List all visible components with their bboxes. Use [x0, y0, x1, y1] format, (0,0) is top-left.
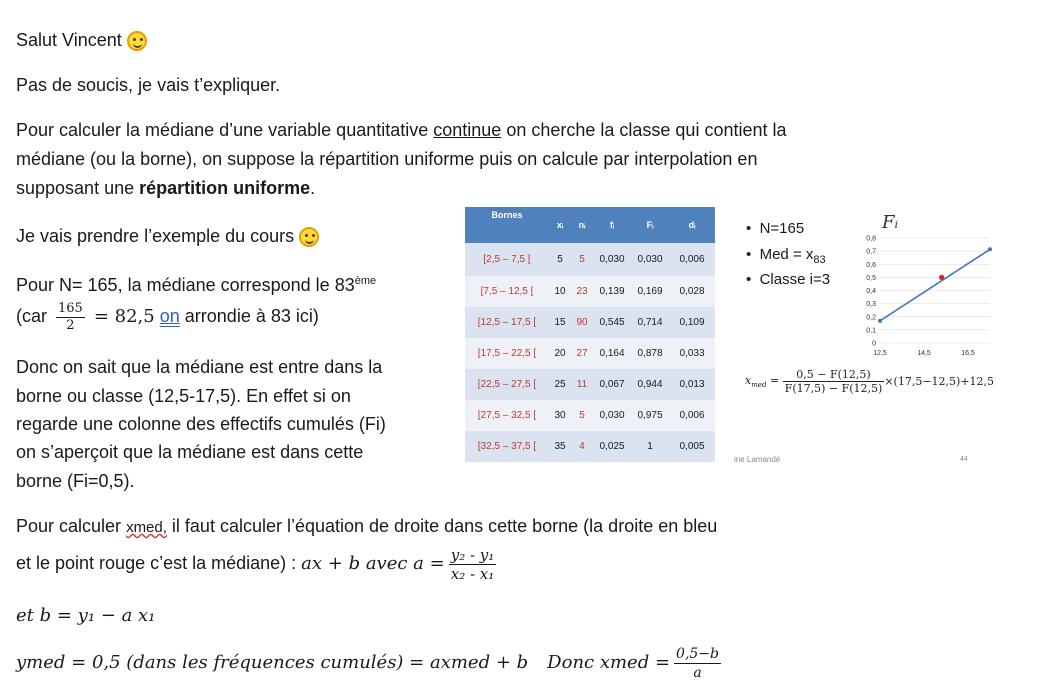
- bullet-med: • Med = $x_{83}$: [746, 246, 826, 266]
- para-2-bold: répartition uniforme: [139, 178, 311, 198]
- bullet-med-sub: 83: [813, 254, 826, 266]
- para-1: Pas de soucis, je vais t’expliquer.: [16, 75, 281, 95]
- table-row: [465, 431, 715, 462]
- header-Fi: Fᵢ: [631, 207, 669, 243]
- chart-title: Fᵢ: [882, 212, 899, 233]
- para-4-rest: arrondie à 83 ici): [179, 306, 319, 326]
- y-tick-label: 0,1: [866, 327, 876, 335]
- table-row: [465, 369, 715, 400]
- table-cell: 23: [571, 276, 593, 307]
- table-cell: 5: [571, 400, 593, 431]
- equals-82-5: = 82,5: [93, 306, 155, 327]
- bullet-classe-text: Classe i=3: [759, 271, 831, 288]
- para-6-text-a: Pour calculer: [16, 516, 127, 536]
- table-cell: 0,944: [631, 369, 669, 400]
- table-cell: 0,006: [669, 400, 715, 431]
- table-cell: 0,005: [669, 431, 715, 462]
- xmed-denominator: a: [693, 664, 702, 681]
- table-cell: 0,030: [593, 243, 631, 276]
- table-cell: 0,028: [669, 276, 715, 307]
- table-cell: [12,5 – 17,5 [: [465, 307, 549, 338]
- header-bornes: Bornes: [465, 207, 549, 243]
- para-4-car: (car: [16, 306, 52, 326]
- formula-fraction: [783, 368, 885, 395]
- para-2-text-a: Pour calculer la médiane d’une variable quantitative: [16, 120, 434, 140]
- formula-numerator: 0,5 − F(12,5): [783, 368, 885, 382]
- table-cell: [2,5 – 7,5 [: [465, 243, 549, 276]
- table-cell: 10: [549, 276, 571, 307]
- equation-ax-b: ax + b avec a =: [301, 553, 445, 574]
- table-cell: 4: [571, 431, 593, 462]
- table-row: [465, 307, 715, 338]
- x-tick-label: 16,5: [961, 350, 975, 357]
- table-row: [465, 400, 715, 431]
- fraction-165-2: [56, 301, 85, 334]
- frequency-table: [465, 207, 715, 462]
- fraction-denominator: 2: [66, 317, 75, 333]
- cumulative-frequency-chart: [850, 208, 1000, 358]
- y-tick-label: 0,2: [866, 314, 876, 322]
- para-2-l3-a: supposant une: [16, 178, 140, 198]
- header-ni: nᵢ: [571, 207, 593, 243]
- table-cell: 0,714: [631, 307, 669, 338]
- word-on: on: [159, 306, 180, 326]
- slope-fraction: [449, 546, 497, 583]
- smile-emoji-icon: [127, 31, 147, 51]
- greeting-text: Salut Vincent: [16, 30, 122, 50]
- y-tick-label: 0,4: [866, 288, 876, 295]
- table-header-row: [465, 207, 715, 243]
- table-cell: 20: [549, 338, 571, 369]
- para-6-text-b: il faut calculer l’équation de droite dans cette borne (la droite en bleu: [166, 516, 718, 536]
- table-cell: 0,006: [669, 243, 715, 276]
- y-tick-label: 0: [872, 340, 876, 348]
- y-tick-label: 0,5: [866, 274, 876, 282]
- table-cell: [27,5 – 32,5 [: [465, 400, 549, 431]
- table-row: [465, 276, 715, 307]
- data-point-start: [878, 319, 882, 323]
- header-di: dᵢ: [669, 207, 715, 243]
- table-cell: 0,139: [593, 276, 631, 307]
- table-cell: 0,033: [669, 338, 715, 369]
- table-cell: 0,169: [631, 276, 669, 307]
- para-6-line-2: [16, 541, 500, 586]
- para-5-line: borne (Fi=0,5).: [16, 471, 135, 491]
- xmed-numerator: 0,5−b: [676, 645, 720, 662]
- bullet-med-text: Med = x: [759, 246, 814, 263]
- table-cell: 0,164: [593, 338, 631, 369]
- para-5-line: on s’aperçoit que la médiane est dans cette: [16, 442, 364, 462]
- fraction-numerator: 165: [58, 300, 83, 316]
- series-line: [880, 249, 990, 321]
- para-6-line-1: [16, 512, 717, 542]
- donc-xmed: Donc xmed =: [547, 652, 671, 673]
- median-point: [939, 275, 944, 280]
- table-cell: 15: [549, 307, 571, 338]
- table-cell: 0,545: [593, 307, 631, 338]
- para-5-line: regarde une colonne des effectifs cumulés (Fi): [16, 414, 386, 434]
- para-2-line-2: médiane (ou la borne), on suppose la répartition uniforme puis on calcule par interpolation en: [16, 149, 758, 169]
- para-4-line-2: [16, 296, 319, 337]
- table-cell: 0,013: [669, 369, 715, 400]
- table-cell: 5: [549, 243, 571, 276]
- para-4-line-1: [16, 267, 376, 299]
- x-tick-label: 12,5: [873, 350, 887, 357]
- header-xi: xᵢ: [549, 207, 571, 243]
- bullet-n: • N=165: [746, 220, 805, 237]
- formula-rest: ×(17,5−12,5)+12,5: [884, 375, 995, 388]
- equation-b: et b = y₁ − a x₁: [16, 605, 156, 626]
- formula-denominator: F(17,5) − F(12,5): [784, 382, 883, 395]
- para-3: [16, 222, 319, 250]
- chart-y-ticks: [866, 236, 876, 348]
- header-fi: fᵢ: [593, 207, 631, 243]
- table-cell: 25: [549, 369, 571, 400]
- xmed-fraction: [674, 645, 721, 682]
- table-cell: 5: [571, 243, 593, 276]
- data-point-end: [988, 247, 992, 251]
- table-cell: 0,067: [593, 369, 631, 400]
- table-cell: 0,975: [631, 400, 669, 431]
- ymed-expression: ymed = 0,5 (dans les fréquences cumulés) = axmed + b: [16, 652, 529, 673]
- table-cell: 0,030: [593, 400, 631, 431]
- para-2-line-3: [16, 174, 315, 202]
- chart-gridlines: [880, 238, 990, 343]
- para-5-line: borne ou classe (12,5-17,5). En effet si on: [16, 386, 351, 406]
- chart-x-ticks: [873, 350, 975, 357]
- para-3-text: Je vais prendre l’exemple du cours: [16, 226, 295, 246]
- equation-ymed: [16, 640, 725, 685]
- table-cell: 0,878: [631, 338, 669, 369]
- y-tick-label: 0,3: [866, 301, 876, 309]
- table-cell: 0,025: [593, 431, 631, 462]
- formula-lhs-sub: med: [751, 381, 767, 390]
- para-6-text-l2: et le point rouge c’est la médiane) :: [16, 553, 302, 573]
- para-4-text: Pour N= 165, la médiane correspond le 83: [16, 275, 355, 295]
- table-row: [465, 338, 715, 369]
- table-cell: 90: [571, 307, 593, 338]
- greeting: [16, 26, 147, 54]
- table-cell: 11: [571, 369, 593, 400]
- y-tick-label: 0,6: [866, 261, 876, 269]
- para-2-line-1: [16, 116, 787, 144]
- table-row: [465, 243, 715, 276]
- continue-underlined: continue: [433, 120, 502, 140]
- bullet-n-text: N=165: [759, 220, 805, 237]
- wink-emoji-icon: [299, 227, 319, 247]
- table-cell: 0,109: [669, 307, 715, 338]
- table-cell: 30: [549, 400, 571, 431]
- formula-lhs: x: [745, 373, 752, 387]
- x-tick-label: 14,5: [917, 350, 931, 357]
- footer-page-number: 44: [960, 456, 968, 463]
- table-cell: [32,5 – 37,5 [: [465, 431, 549, 462]
- footer-author: ine Lamandé: [734, 455, 781, 464]
- table-cell: [7,5 – 12,5 [: [465, 276, 549, 307]
- superscript-eme: ème: [354, 275, 377, 287]
- para-2-l3-c: .: [310, 178, 316, 198]
- table-cell: 1: [631, 431, 669, 462]
- table-cell: 27: [571, 338, 593, 369]
- para-2-text-b: on cherche la classe qui contient la: [501, 120, 787, 140]
- y-tick-label: 0,8: [866, 235, 876, 243]
- bullet-classe: • Classe i=3: [746, 271, 831, 288]
- table-cell: [22,5 – 27,5 [: [465, 369, 549, 400]
- interpolation-formula: $x_{med}$ = $\frac{0,5 - F(12,5)}{F(17,5) - F(12,5)}$ ×(17,5−12,5)+12,5: [745, 368, 995, 395]
- slope-denominator: x₂ - x₁: [450, 564, 495, 583]
- slope-numerator: y₂ - y₁: [450, 545, 495, 564]
- xmed-word: xmed,: [126, 519, 167, 536]
- para-5-line: Donc on sait que la médiane est entre dans la: [16, 357, 383, 377]
- table-cell: 35: [549, 431, 571, 462]
- table-cell: [17,5 – 22,5 [: [465, 338, 549, 369]
- table-cell: 0,030: [631, 243, 669, 276]
- y-tick-label: 0,7: [866, 248, 876, 256]
